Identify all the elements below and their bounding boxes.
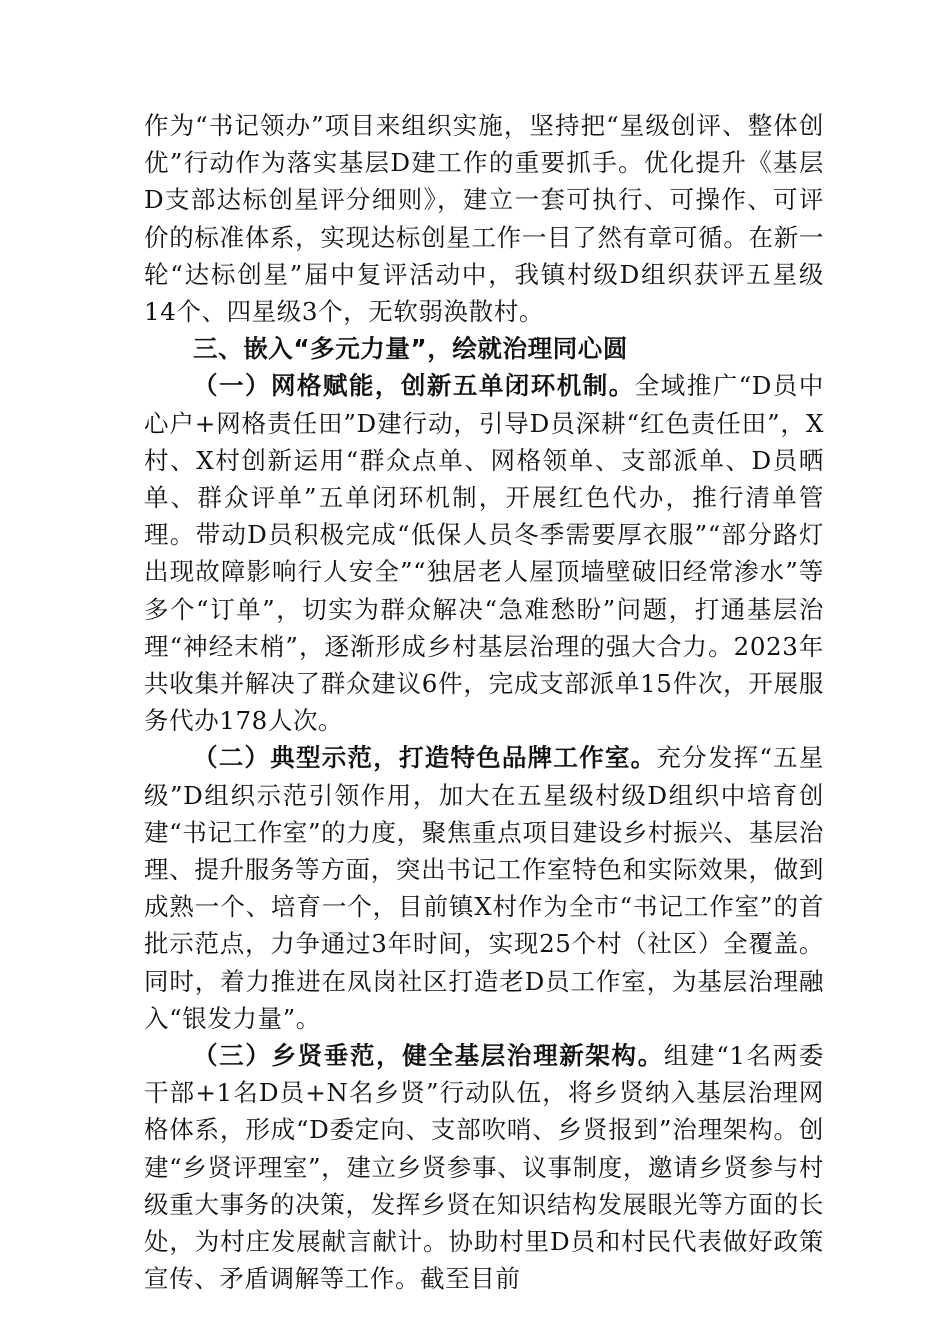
paragraph-typical-demonstration-body: 充分发挥“五星级”D组织示范引领作用，加大在五星级村级D组织中培育创建“书记工作室”的力度，聚焦重点项目建设乡村振兴、基层治理、提升服务等方面，突出书记工作室特色和实际效果，做到成熟一个、培育一个，目前镇X村作为全市“书记工作室”的首批示范点，力争通过3年时间，实现25个村（社区）全覆盖。同时，着力推进在凤岗社区打造老D员工作室，为基层治理融入“银发力量”。 — [144, 743, 824, 1033]
paragraph-typical-demonstration — [144, 739, 824, 1037]
subheading-2: （二）典型示范，打造特色品牌工作室。 — [193, 743, 657, 773]
section-heading-3: 三、嵌入“多元力量”，绘就治理同心圆 — [193, 334, 629, 364]
paragraph-grid-empowerment — [144, 367, 824, 739]
paragraph-grid-empowerment-body: 全域推广“D员中心户+网格责任田”D建行动，引导D员深耕“红色责任田”，X村、X村创新运用“群众点单、网格领单、支部派单、D员晒单、群众评单”五单闭环机制，开展红色代办，推行清单管理。带动D员积极完成“低保人员冬季需要厚衣服”“部分路灯出现故障影响行人安全”“独居老人屋顶墙壁破旧经常渗水”等多个“订单”，切实为群众解决“急难愁盼”问题，打通基层治理“神经末梢”，逐渐形成乡村基层治理的强大合力。2023年共收集并解决了群众建议6件，完成支部派单15件次，开展服务代办178人次。 — [144, 371, 825, 736]
paragraph-star-rating: 作为“书记领办”项目来组织实施，坚持把“星级创评、整体创优”行动作为落实基层D建工作的重要抓手。优化提升《基层D支部达标创星评分细则》，建立一套可执行、可操作、可评价的标准体系，实现达标创星工作一目了然有章可循。在新一轮“达标创星”届中复评活动中，我镇村级D组织获评五星级14个、四星级3个，无软弱涣散村。 — [144, 111, 824, 327]
subheading-1: （一）网格赋能，创新五单闭环机制。 — [193, 371, 635, 401]
paragraph-sages-model-body: 组建“1名两委干部+1名D员+N名乡贤”行动队伍，将乡贤纳入基层治理网格体系，形成“D委定向、支部吹哨、乡贤报到”治理架构。创建“乡贤评理室”，建立乡贤参事、议事制度，邀请乡贤参与村级重大事务的决策，发挥乡贤在知识结构发展眼光等方面的长处，为村庄发展献言献计。协助村里D员和村民代表做好政策宣传、矛盾调解等工作。截至目前 — [144, 1041, 824, 1294]
subheading-3: （三）乡贤垂范，健全基层治理新架构。 — [193, 1041, 664, 1071]
document-body — [144, 107, 824, 1298]
paragraph-sages-model — [144, 1037, 824, 1297]
